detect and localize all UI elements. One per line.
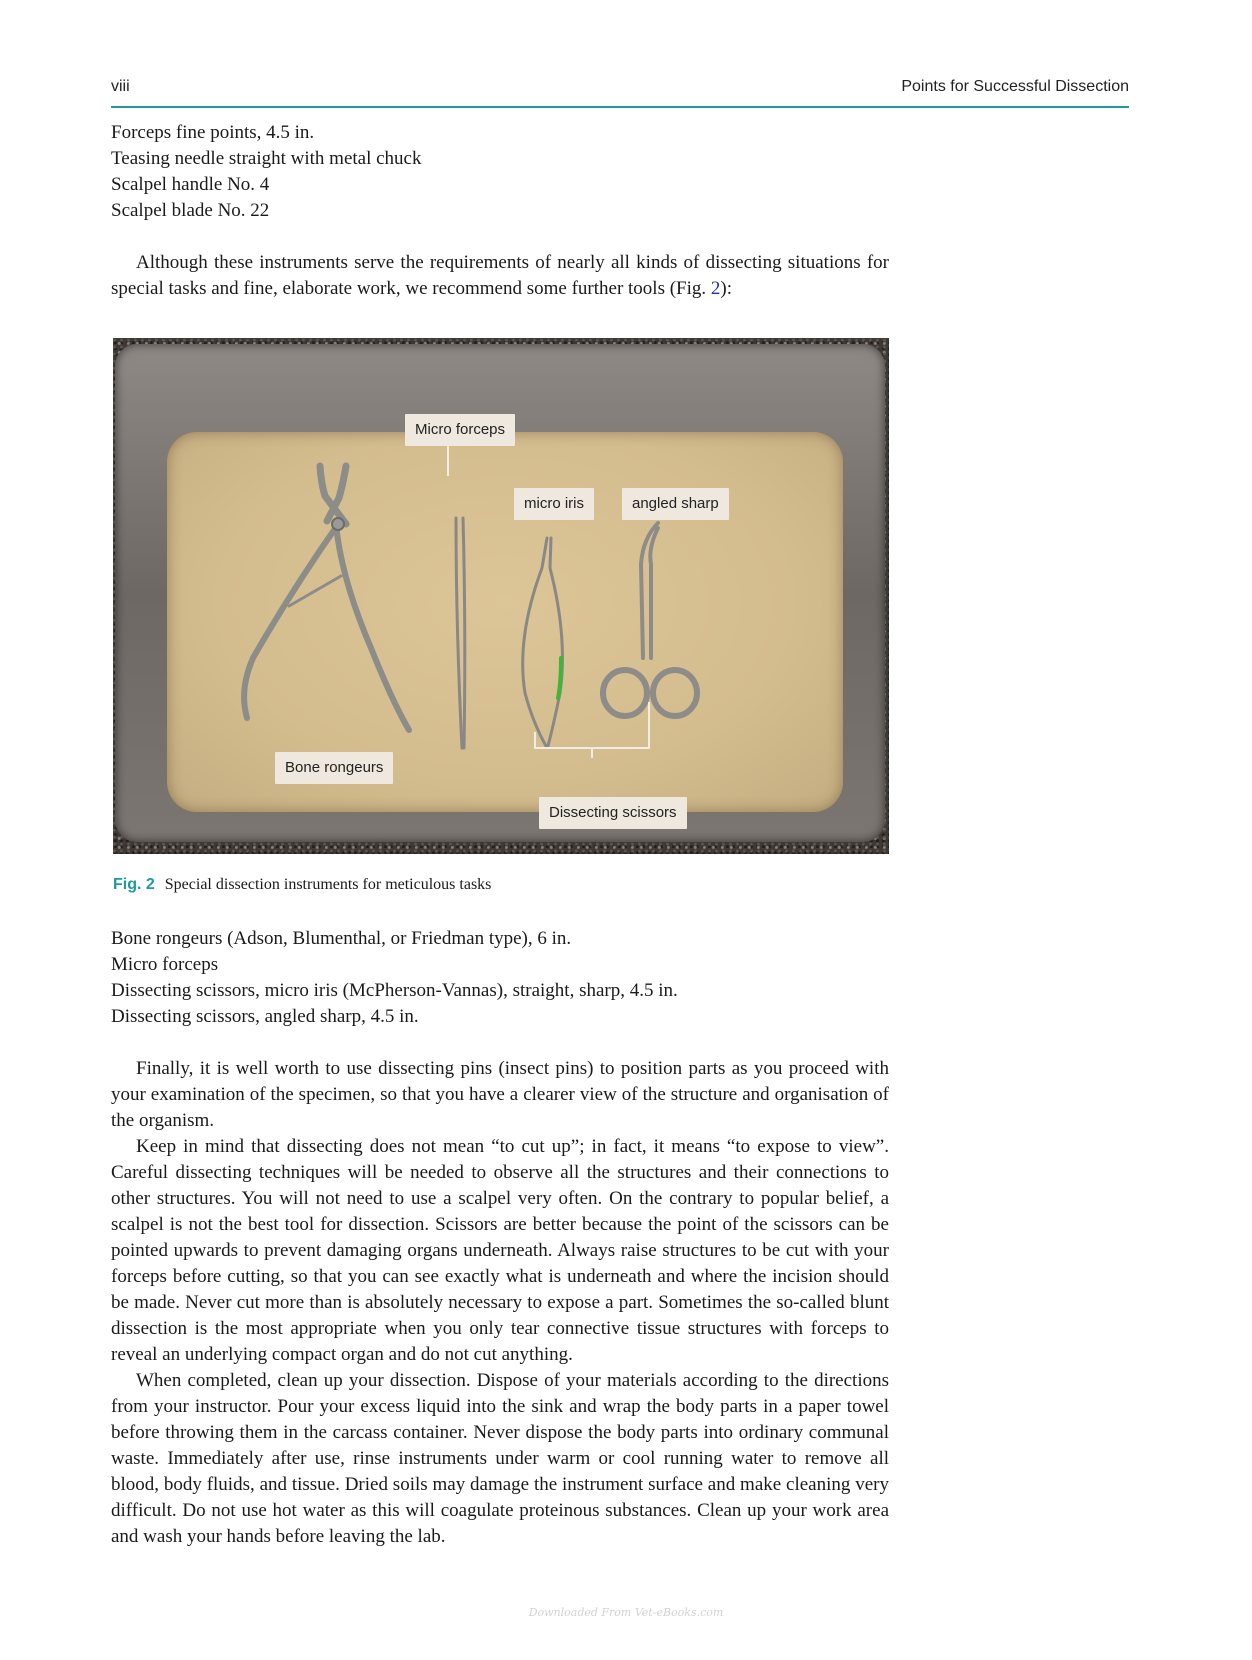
list-item: Scalpel blade No. 22: [111, 200, 270, 221]
intro-paragraph: [111, 250, 889, 302]
page-number: viii: [111, 78, 130, 95]
list-item: Micro forceps: [111, 954, 219, 975]
angled-sharp-scissors-drawing: [603, 523, 697, 716]
figure-caption: [113, 876, 491, 894]
label-micro-iris: micro iris: [514, 488, 594, 520]
intro-text: Although these instruments serve the requirements of nearly all kinds of dissecting situations for special tasks and fine, elaborate work, we recommend some further tools (Fig.: [111, 252, 889, 299]
micro-forceps-drawing: [456, 518, 465, 748]
watermark: Downloaded From Vet-eBooks.com: [528, 1606, 724, 1619]
list-item: Scalpel handle No. 4: [111, 174, 270, 195]
label-angled-sharp: angled sharp: [622, 488, 729, 520]
paragraph: Finally, it is well worth to use dissecting pins (insect pins) to position parts as you proceed with your examination of the specimen, so that you have a clearer view of the structure and organisation of the organism.: [111, 1058, 889, 1131]
bone-rongeurs-drawing: [244, 466, 409, 730]
list-item: Forceps fine points, 4.5 in.: [111, 122, 315, 143]
paragraph: When completed, clean up your dissection. Dispose of your materials according to the directions from your instructor. Pour your excess liquid into the sink and wrap the body parts in a paper towel before throwing them in the carcass container. Never dispose the body parts into ordinary communal waste. Immediately after use, rinse instruments under warm or cool running water to remove all blood, body fluids, and tissue. Dried soils may damage the instrument surface and make cleaning very difficult. Do not use hot water as this will coagulate proteinous substances. Clean up your work area and wash your hands before leaving the lab.: [111, 1370, 889, 1547]
intro-text-end: ):: [720, 278, 733, 299]
running-title: Points for Successful Dissection: [901, 78, 1129, 95]
label-micro-forceps: Micro forceps: [405, 414, 515, 446]
paragraph: Keep in mind that dissecting does not mean “to cut up”; in fact, it means “to expose to view”. Careful dissecting techniques will be needed to observe all the structures and their connections to other structures. You will not need to use a scalpel very often. On the contrary to popular belief, a scalpel is not the best tool for dissection. Scissors are better because the point of the scissors can be pointed upwards to prevent damaging organs underneath. Always raise structures to be cut with your forceps before cutting, so that you can see exactly what is underneath and where the incision should be made. Never cut more than is absolutely necessary to expose a part. Sometimes the so-called blunt dissection is the most appropriate when you only tear connective tissue structures with forceps to reveal an underlying compact organ and do not cut anything.: [111, 1136, 889, 1365]
figure-2-photo: [113, 338, 889, 854]
instrument-list-top: [111, 120, 889, 224]
label-bone-rongeurs: Bone rongeurs: [275, 752, 393, 784]
running-header: [111, 78, 1129, 108]
list-item: Teasing needle straight with metal chuck: [111, 148, 422, 169]
list-item: Bone rongeurs (Adson, Blumenthal, or Friedman type), 6 in.: [111, 928, 572, 949]
list-item: Dissecting scissors, angled sharp, 4.5 in.: [111, 1006, 419, 1027]
body-text: [111, 1056, 889, 1550]
figure-caption-text: Special dissection instruments for meticulous tasks: [164, 876, 492, 893]
label-dissecting-scissors: Dissecting scissors: [539, 797, 687, 829]
list-item: Dissecting scissors, micro iris (McPherson-Vannas), straight, sharp, 4.5 in.: [111, 980, 678, 1001]
figure-reference-link[interactable]: 2: [710, 278, 721, 299]
figure-number: Fig. 2: [113, 876, 155, 893]
micro-iris-scissors-drawing: [523, 538, 563, 746]
instrument-list-bottom: [111, 926, 889, 1030]
